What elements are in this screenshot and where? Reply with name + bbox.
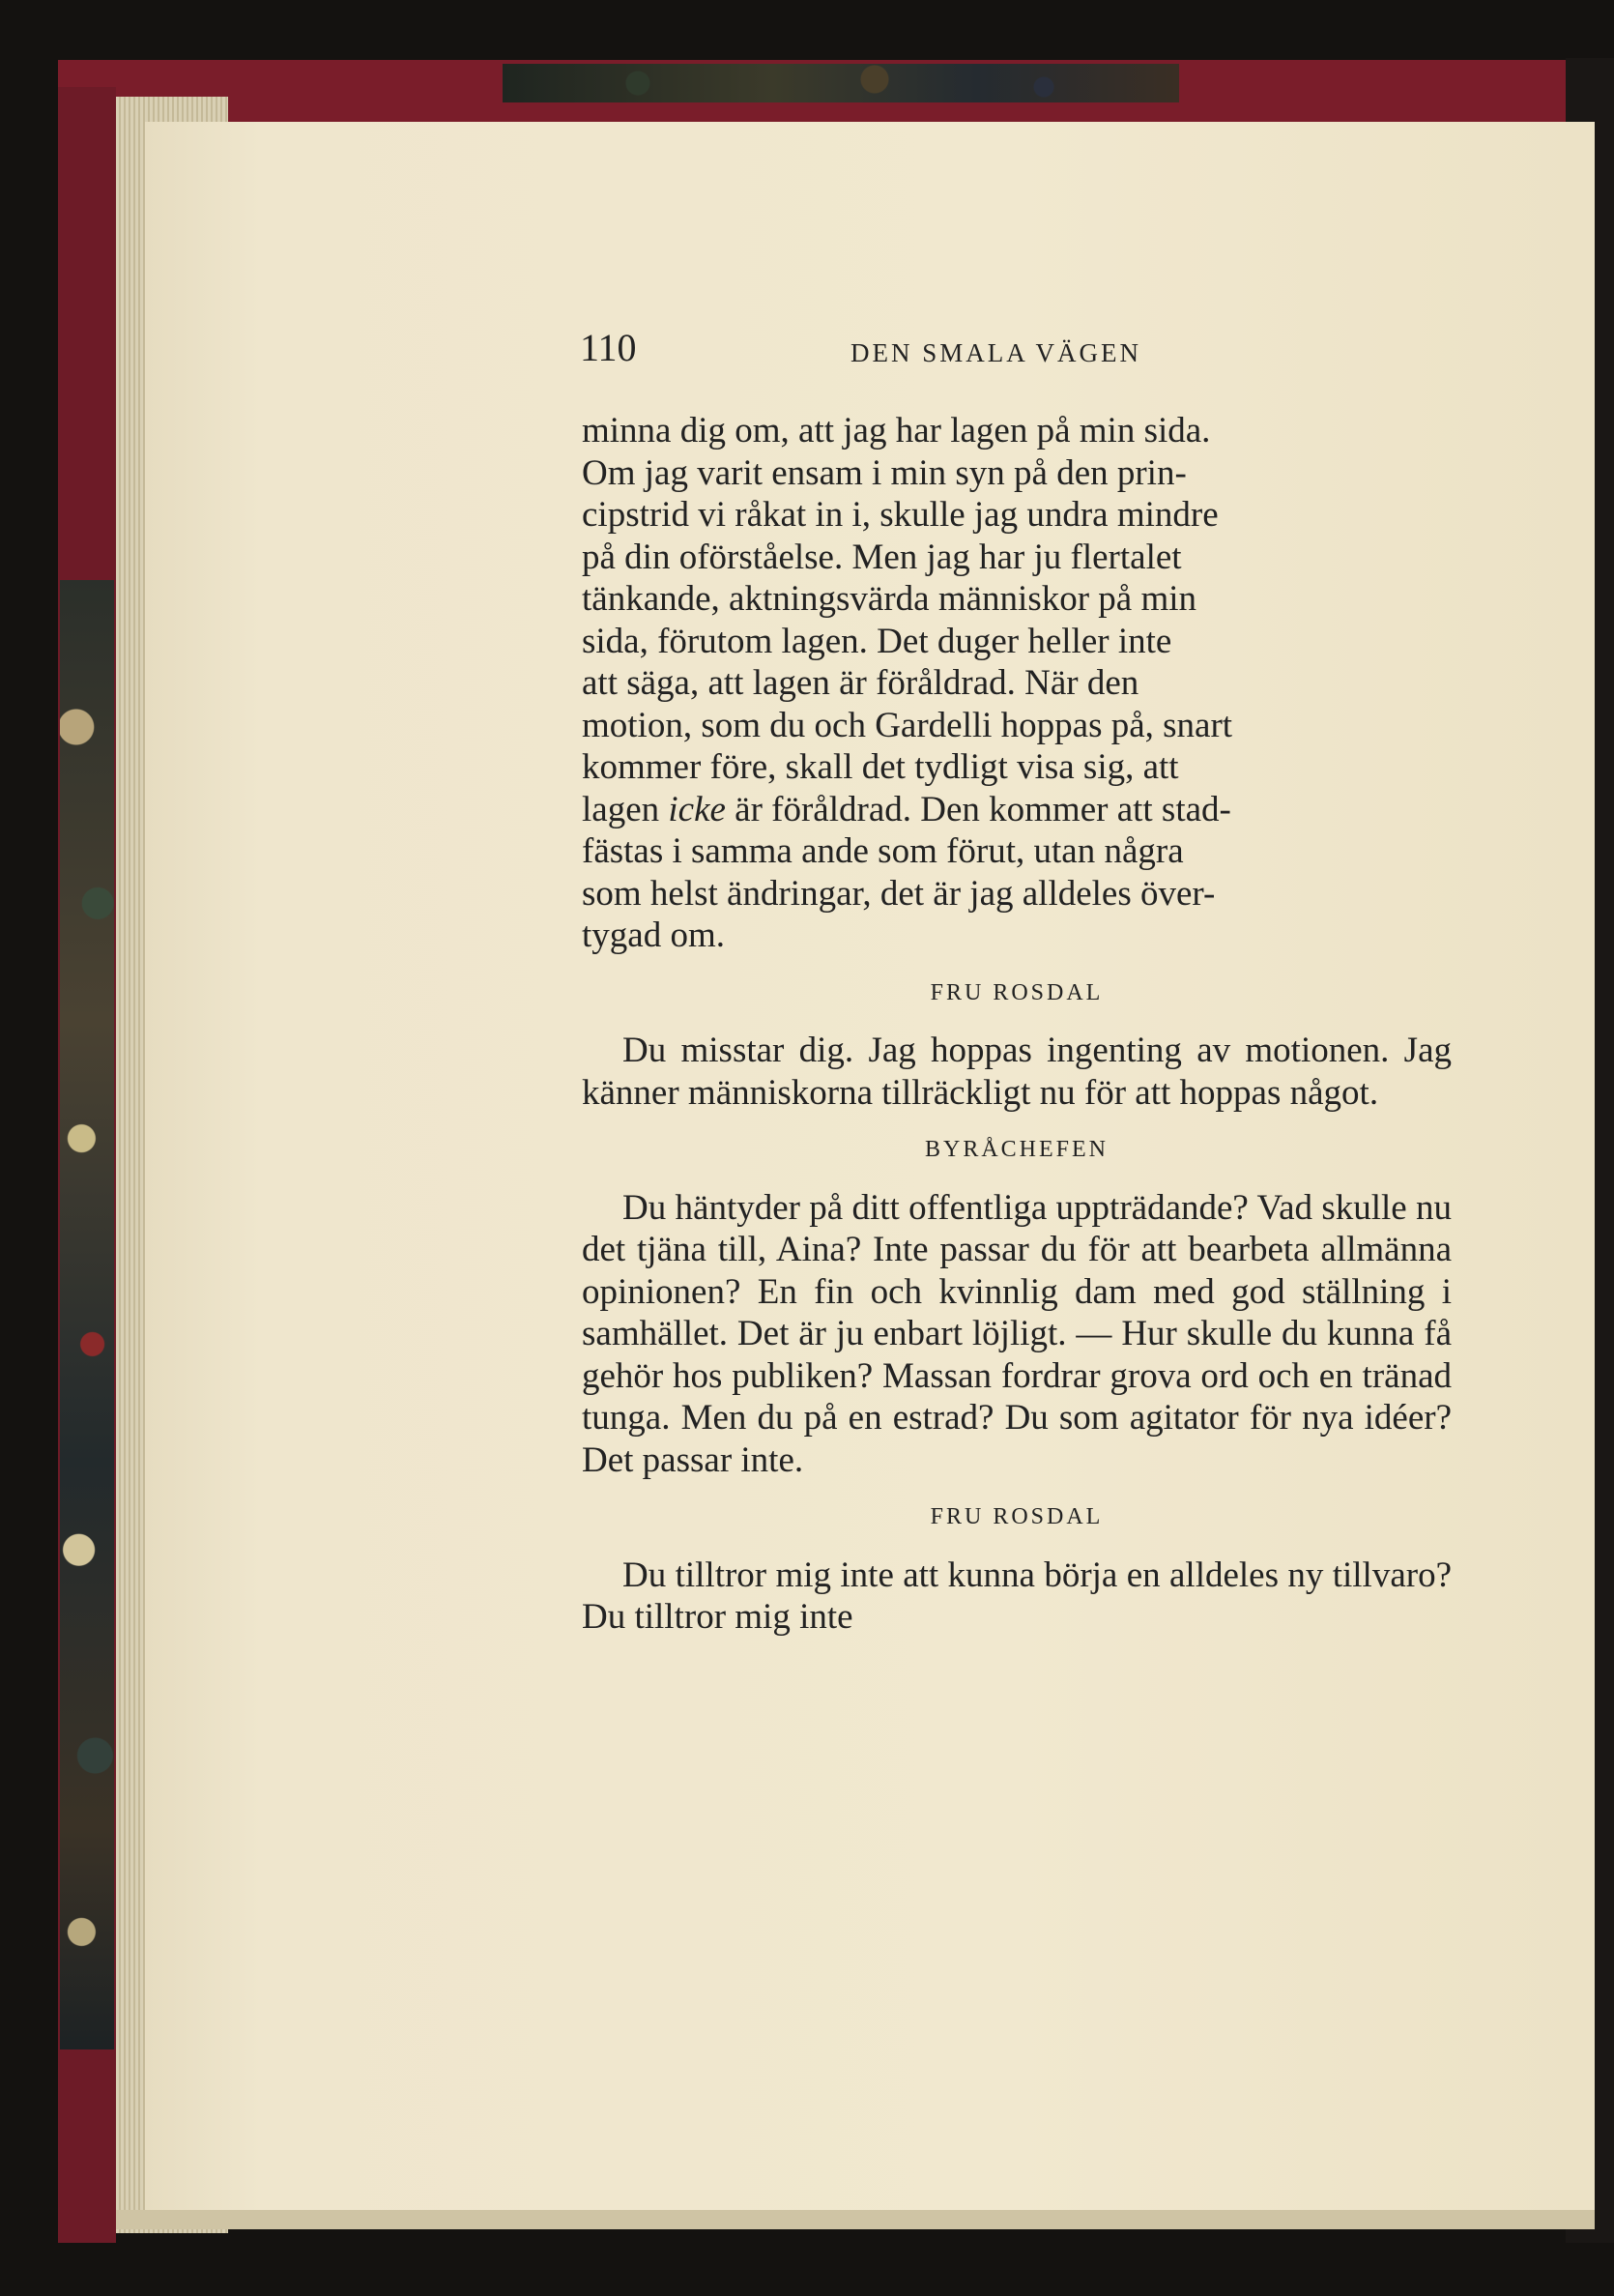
- text-line: kommer före, skall det tydligt visa sig, att: [582, 747, 1179, 787]
- speaker-name: FRU ROSDAL: [930, 1504, 1104, 1529]
- text-line: minna dig om, att jag har lagen på min sida.: [582, 411, 1211, 450]
- paragraph-1: [582, 410, 1452, 957]
- emphasis-text: icke: [668, 789, 726, 829]
- marbled-endpaper-top: [503, 64, 1179, 102]
- text-run: är föråldrad. Den kommer att stad-: [725, 789, 1231, 829]
- text-line: tygad om.: [582, 915, 725, 955]
- marbled-endpaper-left: [60, 580, 114, 2049]
- text-line: [582, 789, 1452, 831]
- text-line: motion, som du och Gardelli hoppas på, snart: [582, 705, 1233, 745]
- speaker-name: FRU ROSDAL: [930, 979, 1104, 1005]
- text-line: att säga, att lagen är föråldrad. När den: [582, 663, 1139, 703]
- text-line: fästas i samma ande som förut, utan några: [582, 831, 1184, 871]
- paragraph-2: Du misstar dig. Jag hoppas ingenting av motionen. Jag känner människorna tillräckligt nu för att hoppas något.: [582, 1031, 1452, 1113]
- text-run: lagen: [582, 789, 669, 829]
- paragraph-3: Du häntyder på ditt offentliga uppträdande? Vad skulle nu det tjäna till, Aina? Inte passar du för att bearbeta allmänna opinionen? En fin och kvinnlig dam med god ställning i samhället. Det är ju enbart löjligt. — Hur skulle du kunna få gehör hos publiken? Massan fordrar grova ord och en tränad tunga. Men du på en estrad? Du som agitator för nya idéer? Det passar inte.: [582, 1187, 1452, 1480]
- body-text: [582, 410, 1452, 1639]
- page-bottom-edge: [116, 2210, 1595, 2229]
- text-line: på din oförståelse. Men jag har ju flertalet: [582, 537, 1182, 577]
- text-line: tänkande, aktningsvärda människor på min: [582, 579, 1197, 619]
- text-line: cipstrid vi råkat in i, skulle jag undra mindre: [582, 495, 1219, 535]
- page-number: 110: [580, 326, 637, 369]
- text-line: Om jag varit ensam i min syn på den prin-: [582, 452, 1187, 493]
- paragraph-4: Du tilltror mig inte att kunna börja en alldeles ny tillvaro? Du tilltror mig inte: [582, 1555, 1452, 1637]
- speaker-name: BYRÅCHEFEN: [924, 1137, 1110, 1162]
- running-title: DEN SMALA VÄGEN: [850, 338, 1142, 367]
- page-header: [580, 325, 1450, 383]
- text-line: som helst ändringar, det är jag alldeles över-: [582, 873, 1216, 914]
- text-line: sida, förutom lagen. Det duger heller inte: [582, 621, 1172, 661]
